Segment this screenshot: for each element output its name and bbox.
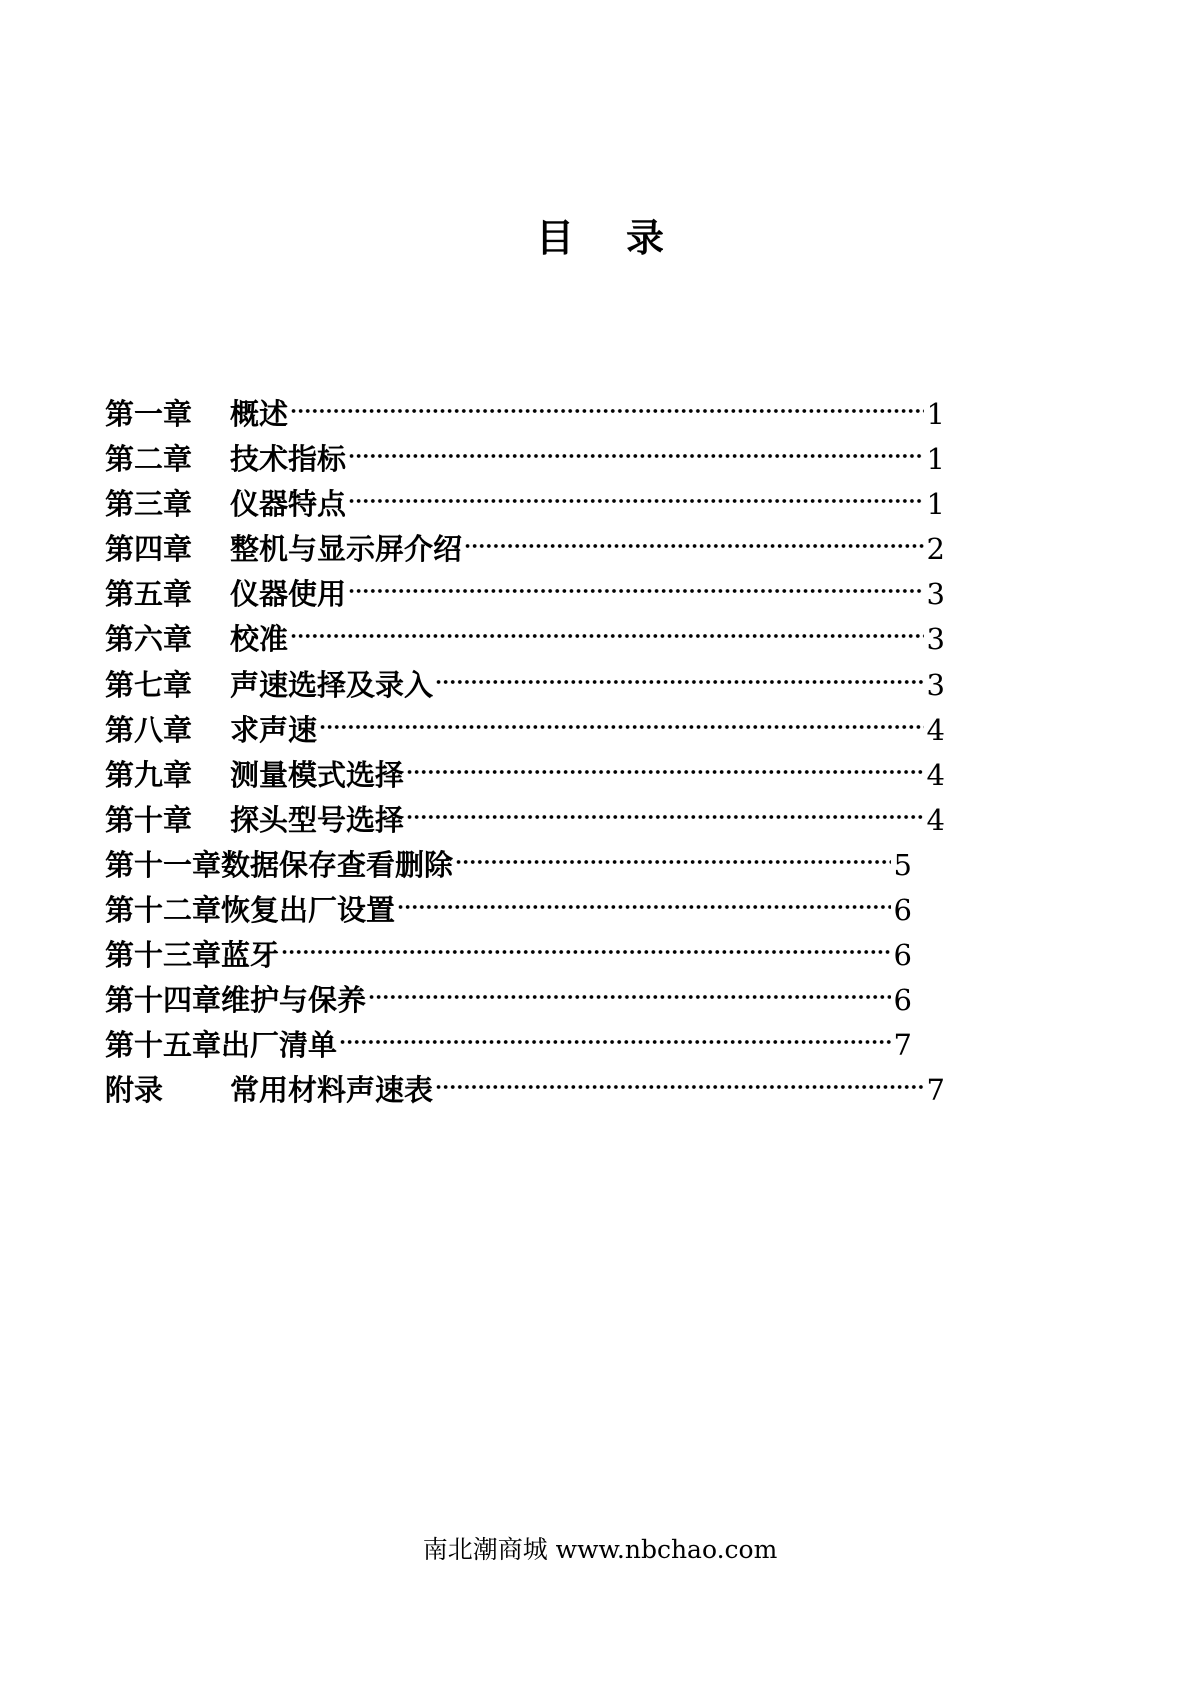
toc-entry[interactable] — [105, 572, 965, 617]
toc-chapter-label: 第四章 — [105, 532, 193, 567]
toc-line — [230, 572, 945, 617]
toc-chapter-label: 附录 — [105, 1073, 164, 1108]
toc-entry[interactable] — [105, 527, 965, 572]
toc-entry-title: 探头型号选择 — [230, 802, 405, 837]
toc-entry[interactable] — [105, 933, 965, 978]
toc-chapter-label: 第十一章 — [105, 847, 222, 882]
toc-line — [105, 978, 912, 1023]
toc-entry-title: 维护与保养 — [221, 983, 367, 1018]
toc-dot-leader — [348, 498, 924, 504]
toc-line — [230, 663, 945, 708]
toc-entry[interactable] — [105, 1068, 965, 1113]
toc-dot-leader — [339, 1039, 891, 1045]
toc-dot-leader — [435, 679, 924, 685]
toc-line — [230, 708, 945, 753]
toc-page-number: 4 — [926, 802, 945, 837]
toc-chapter-label: 第十四章 — [105, 983, 222, 1018]
toc-entry-title: 常用材料声速表 — [230, 1073, 434, 1108]
toc-entry[interactable] — [105, 437, 965, 482]
toc-entry-title: 技术指标 — [230, 442, 347, 477]
toc-line — [230, 617, 945, 662]
toc-chapter-label: 第十二章 — [105, 893, 222, 928]
toc-dot-leader — [397, 904, 891, 910]
toc-page-number: 1 — [926, 442, 945, 477]
toc-entry-title: 声速选择及录入 — [230, 667, 434, 702]
toc-chapter-label: 第六章 — [105, 622, 193, 657]
toc-entry[interactable] — [105, 753, 965, 798]
toc-page-number: 7 — [893, 1028, 912, 1063]
toc-chapter-label: 第十五章 — [105, 1028, 222, 1063]
toc-chapter-label: 第二章 — [105, 442, 193, 477]
toc-page-number: 4 — [926, 712, 945, 747]
toc-entry[interactable] — [105, 843, 965, 888]
toc-line — [105, 843, 912, 888]
toc-line — [230, 798, 945, 843]
toc-line — [230, 482, 945, 527]
toc-chapter-label: 第七章 — [105, 667, 193, 702]
toc-line — [105, 888, 912, 933]
toc-page-number: 6 — [893, 893, 912, 928]
toc-dot-leader — [435, 1084, 924, 1090]
toc-entry-title: 测量模式选择 — [230, 757, 405, 792]
toc-page-number: 7 — [926, 1073, 945, 1108]
toc-page-number: 1 — [926, 487, 945, 522]
toc-page-number: 5 — [893, 847, 912, 882]
toc-entry-title: 蓝牙 — [221, 938, 280, 973]
toc-dot-leader — [368, 994, 891, 1000]
toc-dot-leader — [290, 633, 924, 639]
toc-page-number: 4 — [926, 757, 945, 792]
toc-page-number: 3 — [926, 577, 945, 612]
toc-entry[interactable] — [105, 978, 965, 1023]
toc-dot-leader — [348, 453, 924, 459]
toc-entry[interactable] — [105, 708, 965, 753]
toc-entry-title: 恢复出厂设置 — [221, 893, 396, 928]
toc-dot-leader — [348, 588, 924, 594]
toc-entry-title: 仪器使用 — [230, 577, 347, 612]
toc-chapter-label: 第五章 — [105, 577, 193, 612]
toc-page-number: 3 — [926, 622, 945, 657]
toc-chapter-label: 第三章 — [105, 487, 193, 522]
toc-entry-title: 求声速 — [230, 712, 318, 747]
toc-page-number: 1 — [926, 397, 945, 431]
toc-entry[interactable] — [105, 482, 965, 527]
toc-chapter-label: 第十章 — [105, 802, 193, 837]
toc-line — [230, 527, 945, 572]
toc-dot-leader — [406, 814, 924, 820]
toc-line — [230, 753, 945, 798]
toc-dot-leader — [319, 724, 924, 730]
page-title — [0, 214, 1200, 262]
toc-chapter-label: 第九章 — [105, 757, 193, 792]
toc-entry-title: 校准 — [230, 622, 289, 657]
toc-dot-leader — [290, 408, 924, 414]
toc-entry-title: 出厂清单 — [221, 1028, 338, 1063]
toc-entry[interactable] — [105, 888, 965, 933]
toc-dot-leader — [464, 543, 924, 549]
toc-page-number: 6 — [893, 938, 912, 973]
toc-dot-leader — [406, 769, 924, 775]
toc-entry[interactable] — [105, 392, 965, 437]
toc-page-number: 3 — [926, 667, 945, 702]
toc-entry-title: 数据保存查看删除 — [221, 847, 454, 882]
table-of-contents — [105, 392, 965, 1114]
page-title-part-2: 录 — [626, 215, 665, 260]
toc-page-number: 2 — [926, 532, 945, 567]
toc-entry[interactable] — [105, 663, 965, 708]
page-title-part-1: 目 — [535, 215, 574, 260]
toc-chapter-label: 第十三章 — [105, 938, 222, 973]
toc-page-number: 6 — [893, 983, 912, 1018]
footer-watermark: 南北潮商城 www.nbchao.com — [422, 1535, 778, 1564]
toc-dot-leader — [455, 859, 891, 865]
toc-entry[interactable] — [105, 1023, 965, 1068]
toc-line — [230, 437, 945, 482]
toc-entry[interactable] — [105, 617, 965, 662]
toc-entry-title: 概述 — [230, 397, 289, 431]
toc-line — [230, 1068, 945, 1113]
toc-chapter-label: 第八章 — [105, 712, 193, 747]
toc-entry[interactable] — [105, 798, 965, 843]
toc-entry-title: 整机与显示屏介绍 — [230, 532, 463, 567]
toc-line — [105, 1023, 912, 1068]
toc-entry-title: 仪器特点 — [230, 487, 347, 522]
toc-chapter-label: 第一章 — [105, 397, 193, 431]
toc-line — [230, 392, 945, 437]
toc-dot-leader — [281, 949, 891, 955]
toc-line — [105, 933, 912, 978]
